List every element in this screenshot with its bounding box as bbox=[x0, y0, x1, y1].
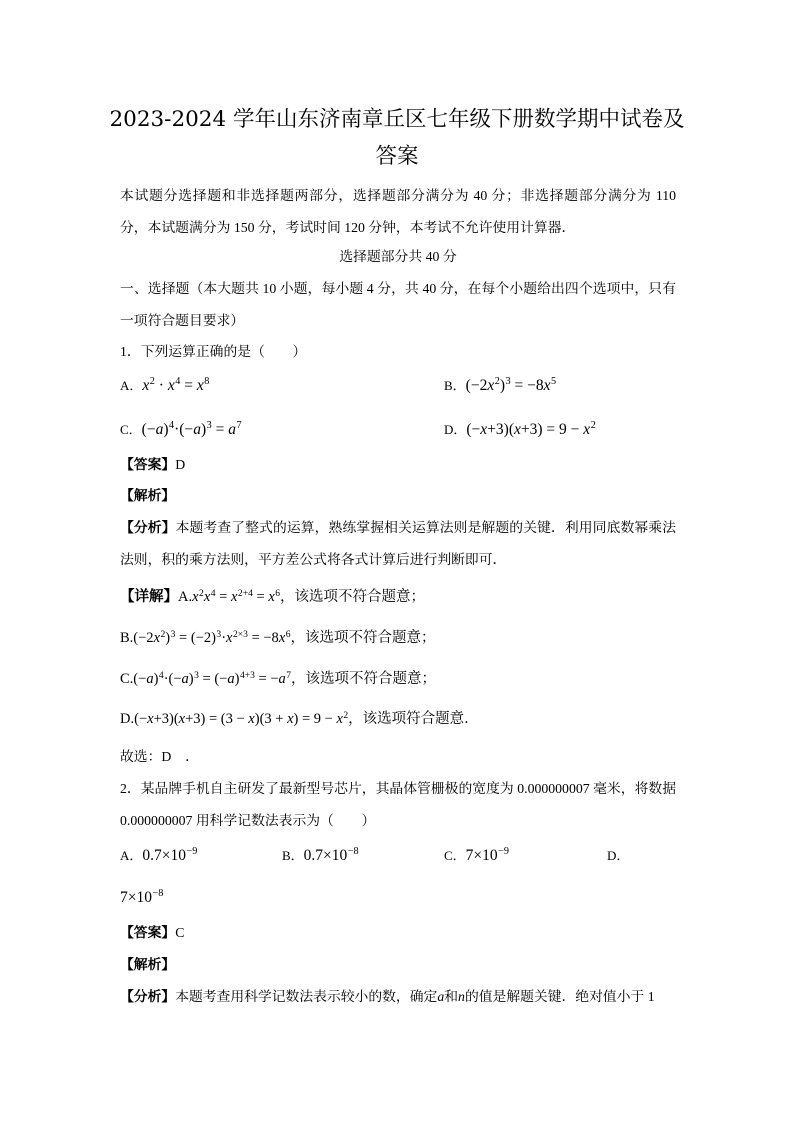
option-a-label: A． bbox=[120, 378, 143, 393]
question-1-option-d bbox=[444, 410, 596, 450]
text-run: ，该选项不符合题意； bbox=[280, 589, 426, 605]
section-label: 【分析】 bbox=[120, 520, 176, 535]
option-c-label: C． bbox=[120, 422, 142, 437]
superscript: 5 bbox=[550, 376, 557, 388]
superscript: 2 bbox=[494, 376, 500, 388]
superscript: 4 bbox=[169, 420, 175, 432]
section-label: 【答案】 bbox=[120, 925, 176, 940]
text-run: 0.7×10 bbox=[303, 847, 348, 864]
superscript: 4 bbox=[158, 669, 164, 681]
section-label: 【解析】 bbox=[120, 488, 176, 503]
math-variable: a bbox=[155, 421, 164, 438]
text-run: = bbox=[252, 589, 269, 605]
superscript: 6 bbox=[285, 628, 291, 640]
text-run: (− bbox=[466, 421, 481, 438]
text-run: 本题考查用科学记数法表示较小的数，确定 bbox=[175, 989, 438, 1004]
math-variable: x bbox=[268, 589, 275, 605]
text-run: +3) = (3 − bbox=[185, 711, 249, 727]
option-d-expression bbox=[120, 889, 163, 906]
text-run: ) bbox=[165, 630, 171, 646]
text-run: ) bbox=[188, 671, 194, 687]
math-variable: x bbox=[287, 711, 294, 727]
superscript: 3 bbox=[170, 628, 176, 640]
text-run: +3)( bbox=[487, 421, 515, 438]
question-2-option-b bbox=[282, 838, 359, 874]
superscript: 4 bbox=[210, 587, 216, 599]
text-run: (− bbox=[133, 671, 147, 687]
text-run: ) = 9 − bbox=[293, 711, 337, 727]
question-1-option-a bbox=[120, 368, 209, 404]
math-variable: a bbox=[228, 421, 236, 438]
math-variable: x bbox=[514, 421, 521, 438]
document-title-line-2: 答案 bbox=[375, 144, 419, 169]
text-run: +3)( bbox=[153, 711, 179, 727]
text-run: 和 bbox=[444, 989, 459, 1004]
text-run: = bbox=[180, 377, 197, 394]
option-b-expression bbox=[466, 377, 556, 394]
text-run: · bbox=[154, 377, 168, 394]
math-variable: a bbox=[278, 671, 286, 687]
math-variable: x bbox=[278, 630, 286, 646]
text-run: ，该选项不符合题意； bbox=[291, 671, 437, 687]
option-b-label: B． bbox=[282, 848, 304, 863]
math-variable: x bbox=[230, 589, 238, 605]
math-variable: x bbox=[583, 421, 591, 438]
math-variable: x bbox=[196, 377, 204, 394]
math-variable: x bbox=[178, 711, 186, 727]
superscript: 4+3 bbox=[239, 669, 255, 681]
question-1-option-c bbox=[120, 410, 242, 450]
question-1-option-b bbox=[444, 368, 556, 404]
question-2-option-a bbox=[120, 838, 197, 874]
superscript: −9 bbox=[186, 846, 198, 858]
superscript: 2 bbox=[149, 376, 155, 388]
question-2-options-row bbox=[0, 838, 794, 874]
section-label: 【解析】 bbox=[120, 957, 176, 972]
option-c-expression bbox=[142, 421, 242, 438]
question-2-explanation-label bbox=[120, 951, 676, 979]
superscript: 3 bbox=[216, 628, 222, 640]
document-title-line-1: 2023-2024 学年山东济南章丘区七年级下册数学期中试卷及 bbox=[109, 107, 685, 132]
superscript: 2×3 bbox=[232, 628, 248, 640]
math-variable: x bbox=[203, 589, 211, 605]
text-run: ，该选项不符合题意； bbox=[290, 630, 436, 646]
superscript: 4 bbox=[175, 376, 181, 388]
text-run: (− bbox=[134, 711, 148, 727]
math-variable: x bbox=[192, 589, 199, 605]
text-run: = (−2) bbox=[175, 630, 216, 646]
text-run: · bbox=[221, 630, 227, 646]
text-run: 7×10 bbox=[465, 847, 498, 864]
text-run: ) bbox=[234, 671, 240, 687]
question-2-answer bbox=[120, 919, 676, 947]
option-a-expression bbox=[142, 377, 209, 394]
text-run: ，该选项符合题意． bbox=[348, 711, 479, 727]
question-2-stem: 2．某品牌手机自主研发了最新型号芯片，其晶体管栅极的宽度为 0.000000007 毫米，将数据 0.000000007 用科学记数法表示为（ ） bbox=[120, 781, 676, 828]
superscript: −9 bbox=[498, 846, 510, 858]
superscript: 7 bbox=[236, 420, 242, 432]
text-run: = − bbox=[254, 671, 279, 687]
section-label: 【详解】 bbox=[120, 589, 178, 605]
question-2-analysis bbox=[120, 981, 676, 1013]
option-d-expression bbox=[466, 421, 595, 438]
question-2-option-d-expression-wrap bbox=[120, 880, 163, 916]
math-variable: a bbox=[437, 989, 445, 1004]
text-run: )(3 + bbox=[254, 711, 288, 727]
section-heading: 选择题部分共 40 分 bbox=[339, 249, 457, 264]
text-run: ) bbox=[200, 421, 207, 438]
text-run: C. bbox=[120, 671, 134, 687]
option-d-label: D． bbox=[444, 422, 467, 437]
text-run: (−2 bbox=[133, 630, 154, 646]
text-run: 本题考查了整式的运算，熟练掌握相关运算法则是解题的关键．利用同底数幂乘法法则，积的乘方法则，平方差公式将各式计算后进行判断即可． bbox=[120, 520, 677, 567]
math-variable: x bbox=[487, 377, 495, 394]
text-run: C bbox=[175, 925, 185, 940]
option-a-expression bbox=[142, 847, 197, 864]
superscript: 3 bbox=[206, 420, 212, 432]
text-run: A. bbox=[178, 589, 193, 605]
text-run: 0.7×10 bbox=[142, 847, 187, 864]
superscript: 2 bbox=[590, 420, 596, 432]
text-run: D bbox=[175, 457, 186, 472]
math-variable: a bbox=[146, 671, 154, 687]
math-variable: x bbox=[147, 711, 154, 727]
math-variable: a bbox=[193, 421, 201, 438]
math-variable: x bbox=[248, 711, 255, 727]
text-run: = −8 bbox=[510, 377, 544, 394]
superscript: 8 bbox=[204, 376, 210, 388]
text-run: 7×10 bbox=[120, 889, 152, 906]
superscript: 2 bbox=[199, 587, 204, 599]
text-run: ·(− bbox=[174, 421, 194, 438]
option-c-label: C． bbox=[444, 848, 466, 863]
text-run: ) bbox=[153, 671, 159, 687]
superscript: 7 bbox=[286, 669, 292, 681]
question-1-detail-c bbox=[120, 660, 676, 698]
math-variable: n bbox=[458, 989, 465, 1004]
text-run: = (− bbox=[198, 671, 228, 687]
superscript: −8 bbox=[347, 846, 359, 858]
text-run: = bbox=[211, 421, 229, 438]
question-1-stem: 1．下列运算正确的是（ ） bbox=[120, 344, 307, 359]
math-variable: x bbox=[153, 630, 160, 646]
math-variable: x bbox=[142, 377, 150, 394]
superscript: 3 bbox=[505, 376, 511, 388]
math-variable: x bbox=[226, 630, 233, 646]
question-2-option-d bbox=[607, 838, 629, 874]
part-one-instruction: 一、选择题（本大题共 10 小题，每小题 4 分，共 40 分，在每个小题给出四个选项中，只有一项符合题目要求） bbox=[120, 281, 676, 328]
intro-paragraph: 本试题分选择题和非选择题两部分，选择题部分满分为 40 分；非选择题部分满分为 110 分，本试题满分为 150 分，考试时间 120 分钟，本考试不允许使用计算器． bbox=[120, 188, 676, 235]
math-variable: a bbox=[227, 671, 235, 687]
text-run: D. bbox=[120, 711, 135, 727]
text-run: ) bbox=[163, 421, 169, 438]
text-run: ·(− bbox=[163, 671, 182, 687]
math-variable: x bbox=[336, 711, 343, 727]
superscript: 2 bbox=[343, 709, 349, 721]
option-d-label: D． bbox=[607, 848, 630, 863]
text-run: 的值是解题关键．绝对值小于 1 bbox=[464, 989, 655, 1004]
question-1-answer bbox=[120, 451, 676, 479]
text-run: B. bbox=[120, 630, 134, 646]
text-run: (− bbox=[141, 421, 156, 438]
math-variable: x bbox=[167, 377, 175, 394]
option-c-expression bbox=[466, 847, 509, 864]
question-2-option-d-expression-row bbox=[0, 880, 794, 916]
question-1-analysis bbox=[120, 512, 676, 576]
question-1-conclusion: 故选：D ． bbox=[120, 749, 199, 764]
question-1-options-row-cd bbox=[0, 410, 794, 450]
superscript: 6 bbox=[275, 587, 281, 599]
superscript: 2+4 bbox=[237, 587, 253, 599]
question-2-option-c bbox=[444, 838, 509, 874]
text-run: ) bbox=[499, 377, 505, 394]
question-1-explanation-label bbox=[120, 482, 676, 510]
question-1-detail-b bbox=[120, 619, 676, 657]
text-run: = bbox=[215, 589, 231, 605]
math-variable: x bbox=[480, 421, 488, 438]
question-1-detail-a bbox=[120, 579, 676, 615]
text-run: = −8 bbox=[247, 630, 279, 646]
section-label: 【答案】 bbox=[120, 457, 176, 472]
question-1-options-row-ab bbox=[0, 368, 794, 404]
math-variable: a bbox=[181, 671, 189, 687]
option-b-label: B． bbox=[444, 378, 466, 393]
superscript: 2 bbox=[160, 628, 166, 640]
math-variable: x bbox=[543, 377, 551, 394]
superscript: 3 bbox=[194, 669, 199, 681]
option-b-expression bbox=[304, 847, 359, 864]
text-run: +3) = 9 − bbox=[520, 421, 584, 438]
question-1-detail-d bbox=[120, 700, 676, 738]
section-label: 【分析】 bbox=[120, 989, 176, 1004]
text-run: (−2 bbox=[465, 377, 488, 394]
option-a-label: A． bbox=[120, 848, 143, 863]
superscript: −8 bbox=[152, 888, 164, 900]
